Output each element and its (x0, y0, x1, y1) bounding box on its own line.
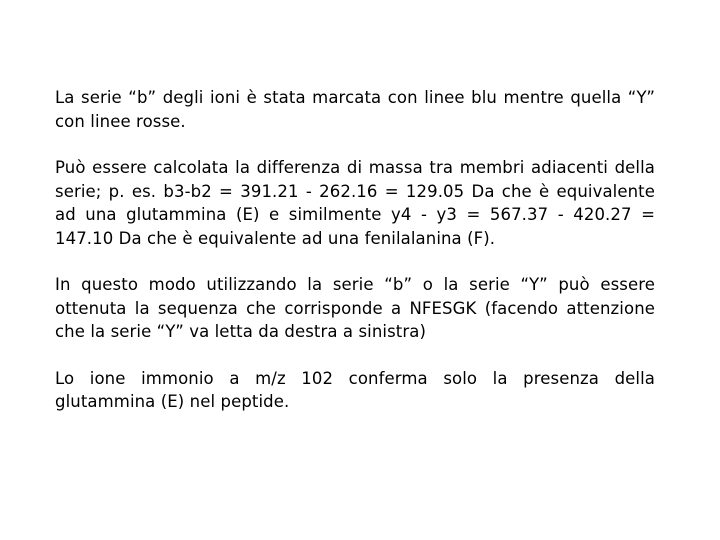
paragraph-immonium-ion: Lo ione immonio a m/z 102 conferma solo la presenza della glutammina (E) nel peptide. (55, 368, 655, 411)
paragraph-mass-difference: Può essere calcolata la differenza di massa tra membri adiacenti della serie; p. es. b3-b2 = 391.21 - 262.16 = 129.05 Da che è equivalente ad una glutammina (E) e similmente y4 - y3 = 567.37 - 420.27 = 147.10 Da che è equivalente ad una fenilalanina (F). (55, 158, 655, 248)
paragraph-sequence-reading: In questo modo utilizzando la serie “b” o la serie “Y” può essere ottenuta la sequenza che corrisponde a NFESGK (facendo attenzione che la serie “Y” va letta da destra a sinistra) (55, 275, 655, 341)
paragraph-ion-series-colors: La serie “b” degli ioni è stata marcata con linee blu mentre quella “Y” con linee rosse. (55, 88, 655, 131)
slide-text-body (55, 86, 655, 437)
